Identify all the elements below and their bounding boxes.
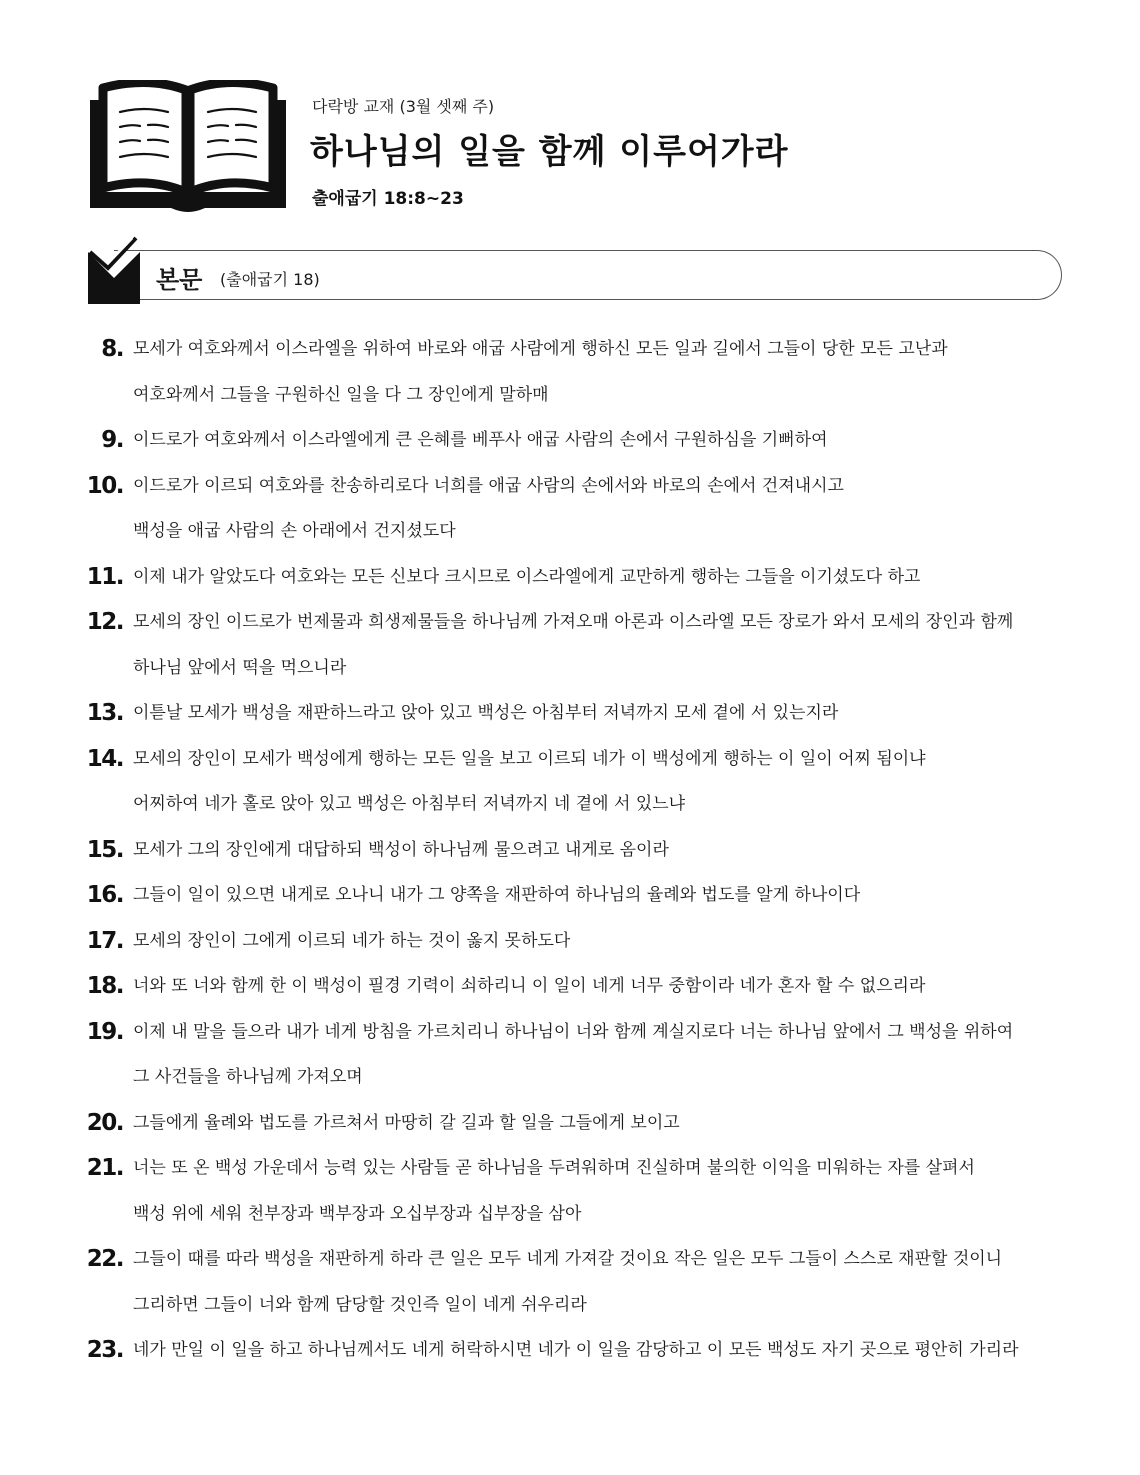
- verse-text: 이튿날 모세가 백성을 재판하느라고 앉아 있고 백성은 아침부터 저녁까지 모세 곁에 서 있는지라: [133, 703, 839, 723]
- verse-item: [80, 327, 1080, 418]
- verse-text: 네가 만일 이 일을 하고 하나님께서도 네게 허락하시면 네가 이 일을 감당하고 이 모든 백성도 자기 곳으로 평안히 가리라: [133, 1340, 1019, 1360]
- verse-number: 23.: [86, 1337, 123, 1363]
- verse-number: 18.: [86, 973, 123, 999]
- verse-text: 모세가 여호와께서 이스라엘을 위하여 바로와 애굽 사람에게 행하신 모든 일과 길에서 그들이 당한 모든 고난과 여호와께서 그들을 구원하신 일을 다 그 장인에게 말하매: [133, 339, 948, 405]
- verse-item: [80, 873, 1080, 919]
- verse-text: 이드로가 이르되 여호와를 찬송하리로다 너희를 애굽 사람의 손에서와 바로의 손에서 건져내시고 백성을 애굽 사람의 손 아래에서 건지셨도다: [133, 475, 844, 541]
- verse-list: [80, 327, 1080, 1374]
- verse-text: 그들이 때를 따라 백성을 재판하게 하라 큰 일은 모두 네게 가져갈 것이요 작은 일은 모두 그들이 스스로 재판할 것이니 그리하면 그들이 너와 함께 담당할 것인즉 일이 네게 쉬우리라: [133, 1249, 1003, 1315]
- verse-number: 19.: [86, 1018, 123, 1045]
- page-header: [88, 80, 1088, 220]
- verse-number: 11.: [86, 563, 123, 590]
- page-title: 하나님의 일을 함께 이루어가라: [310, 132, 789, 172]
- verse-item: [80, 464, 1080, 555]
- verse-text: 모세의 장인이 그에게 이르되 네가 하는 것이 옳지 못하도다: [133, 930, 571, 951]
- verse-text: 너는 또 온 백성 가운데서 능력 있는 사람들 곧 하나님을 두려워하며 진실하며 불의한 이익을 미워하는 자를 살펴서 백성 위에 세워 천부장과 백부장과 오십부장과 십부장을 삼아: [133, 1158, 975, 1224]
- verse-item: [80, 1328, 1080, 1374]
- verse-item: [80, 691, 1080, 737]
- verse-item: [80, 600, 1080, 691]
- verse-text: 그들에게 율례와 법도를 가르쳐서 마땅히 갈 길과 할 일을 그들에게 보이고: [133, 1112, 680, 1133]
- verse-item: [80, 828, 1080, 874]
- checkmark-icon: [84, 236, 140, 304]
- verse-number: 14.: [86, 745, 123, 772]
- verse-text: 모세의 장인 이드로가 번제물과 희생제물들을 하나님께 가져오매 아론과 이스라엘 모든 장로가 와서 모세의 장인과 함께 하나님 앞에서 떡을 먹으니라: [133, 612, 1014, 678]
- scripture-reference: 출애굽기 18:8~23: [312, 189, 464, 209]
- verse-text: 너와 또 너와 함께 한 이 백성이 필경 기력이 쇠하리니 이 일이 네게 너무 중함이라 네가 혼자 할 수 없으리라: [133, 976, 926, 996]
- verse-item: [80, 1010, 1080, 1101]
- section-header: [84, 236, 1064, 306]
- section-subtitle: (출애굽기 18): [220, 270, 320, 289]
- verse-text: 모세가 그의 장인에게 대답하되 백성이 하나님께 물으려고 내게로 옴이라: [133, 839, 669, 860]
- verse-text: 그들이 일이 있으면 내게로 오나니 내가 그 양쪽을 재판하여 하나님의 율례와 법도를 알게 하나이다: [133, 885, 861, 905]
- verse-number: 12.: [86, 609, 123, 635]
- verse-text: 이제 내 말을 들으라 내가 네게 방침을 가르치리니 하나님이 너와 함께 계실지로다 너는 하나님 앞에서 그 백성을 위하여 그 사건들을 하나님께 가져오며: [133, 1021, 1014, 1087]
- verse-number: 17.: [86, 927, 123, 954]
- verse-text: 모세의 장인이 모세가 백성에게 행하는 모든 일을 보고 이르되 네가 이 백성에게 행하는 이 일이 어찌 됨이냐 어찌하여 네가 홀로 앉아 있고 백성은 아침부터 저녁까지 네 곁에 서 있느냐: [133, 748, 926, 814]
- verse-number: 20.: [86, 1109, 123, 1136]
- verse-item: [80, 555, 1080, 601]
- verse-number: 16.: [86, 882, 123, 908]
- verse-item: [80, 737, 1080, 828]
- verse-number: 13.: [86, 700, 123, 726]
- section-title: 본문: [156, 266, 203, 294]
- verse-item: [80, 964, 1080, 1010]
- open-book-icon: [88, 80, 288, 212]
- verse-text: 이드로가 여호와께서 이스라엘에게 큰 은혜를 베푸사 애굽 사람의 손에서 구원하심을 기뻐하여: [133, 430, 828, 450]
- verse-number: 15.: [86, 836, 123, 863]
- verse-item: [80, 1146, 1080, 1237]
- lesson-subtitle: 다락방 교재 (3월 셋째 주): [312, 97, 495, 116]
- verse-number: 9.: [101, 427, 123, 453]
- verse-number: 8.: [101, 336, 123, 362]
- verse-text: 이제 내가 알았도다 여호와는 모든 신보다 크시므로 이스라엘에게 교만하게 행하는 그들을 이기셨도다 하고: [133, 566, 921, 587]
- verse-number: 22.: [86, 1246, 123, 1272]
- verse-item: [80, 1237, 1080, 1328]
- verse-item: [80, 1101, 1080, 1147]
- verse-number: 10.: [86, 472, 123, 499]
- verse-item: [80, 418, 1080, 464]
- verse-item: [80, 919, 1080, 965]
- verse-number: 21.: [86, 1155, 123, 1181]
